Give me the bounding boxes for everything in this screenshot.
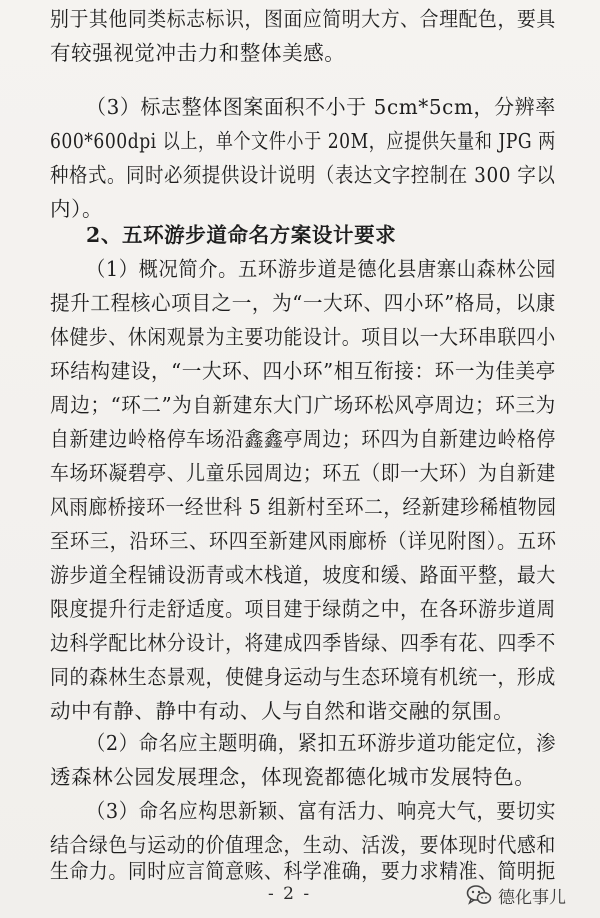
text-line: 同的森林生态景观，使健身运动与生态环境有机统一，形成 xyxy=(50,665,556,689)
text-line: 车场环凝碧亭、儿童乐园周边；环五（即一大环）为自新建 xyxy=(50,461,556,485)
text-line: （3）命名应构思新颖、富有活力、响亮大气，要切实 xyxy=(86,799,557,823)
text-line: 生命力。同时应言简意赅、科学准确，要力求精准、简明扼 xyxy=(50,859,556,883)
text-line: （1）概况简介。五环游步道是德化县唐寨山森林公园 xyxy=(86,257,557,281)
text-line: 内）。 xyxy=(50,197,104,221)
text-line: 环结构建设，“一大环、四小环”相互衔接：环一为佳美亭 xyxy=(50,359,556,383)
text-line: 种格式。同时必须提供设计说明（表达文字控制在 300 字以 xyxy=(50,163,556,187)
watermark-label: 德化事儿 xyxy=(498,887,566,908)
text-line: 别于其他同类标志标识，图面应简明大方、合理配色，要具 xyxy=(50,7,556,31)
text-line: 体健步、休闲观景为主要功能设计。项目以一大环串联四小 xyxy=(50,325,556,349)
text-line: 风雨廊桥接环一经世科 5 组新村至环二，经新建珍稀植物园 xyxy=(50,495,557,519)
text-line: 提升工程核心项目之一，为“一大环、四小环”格局，以康 xyxy=(50,291,556,315)
wechat-icon xyxy=(466,884,492,906)
text-line: 结合绿色与运动的价值理念，生动、活泼，要体现时代感和 xyxy=(50,833,556,857)
text-line: 限度提升行走舒适度。项目建于绿荫之中，在各环游步道周 xyxy=(50,597,556,621)
section-heading: 2、五环游步道命名方案设计要求 xyxy=(86,223,397,247)
wechat-watermark xyxy=(466,880,566,910)
text-line: （2）命名应主题明确，紧扣五环游步道功能定位，渗 xyxy=(86,731,557,755)
text-line: 游步道全程铺设沥青或木栈道，坡度和缓、路面平整，最大 xyxy=(50,563,556,587)
text-line: 周边；“环二”为自新建东大门广场环松风亭周边；环三为 xyxy=(50,393,556,417)
page-number: - 2 - xyxy=(268,884,312,904)
text-line: 透森林公园发展理念，体现瓷都德化城市发展特色。 xyxy=(50,765,536,789)
text-line: 有较强视觉冲击力和整体美感。 xyxy=(50,41,346,65)
text-line: 自新建边岭格停车场沿鑫鑫亭周边；环四为自新建边岭格停 xyxy=(50,427,556,451)
text-line: （3）标志整体图案面积不小于 5cm*5cm，分辨率 xyxy=(86,95,556,119)
text-line: 600*600dpi 以上，单个文件小于 20M，应提供矢量和 JPG 两 xyxy=(50,129,556,153)
text-line: 动中有静、静中有动、人与自然和谐交融的氛围。 xyxy=(50,699,515,723)
text-line: 边科学配比林分设计，将建成四季皆绿、四季有花、四季不 xyxy=(50,631,556,655)
text-line: 至环三，沿环三、环四至新建风雨廊桥（详见附图）。五环 xyxy=(50,529,557,553)
